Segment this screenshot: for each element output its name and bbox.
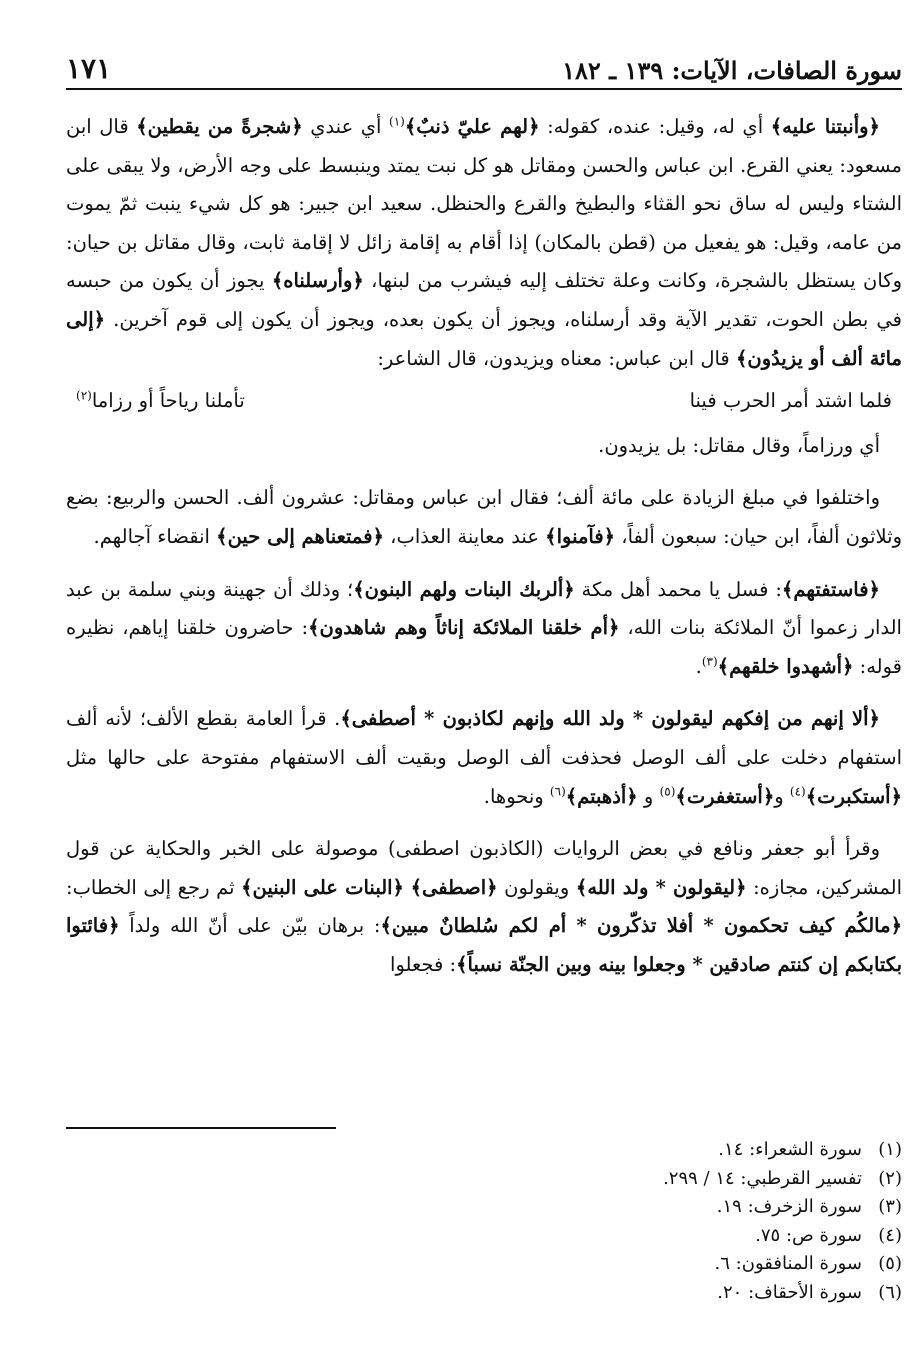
verse-second-hemistich <box>76 382 245 421</box>
footnote-text: تفسير القرطبي: ١٤ / ٢٩٩. <box>663 1167 862 1189</box>
quran-quote: ﴿لهم عليّ ذنبٌ﴾ <box>404 115 540 138</box>
paragraph <box>66 830 902 984</box>
text-run: . قرأ العامة بقطع الألف؛ لأنه ألف استفهام دخلت على ألف الوصل فحذفت ألف الوصل وبقيت ألف الاستفهام مفتوحة على حالها مثل <box>66 707 902 769</box>
text-run: انقضاء آجالهم. <box>93 524 217 548</box>
quran-quote: ﴿وأنبتنا عليه﴾ <box>770 115 880 138</box>
running-title: سورة الصافات، الآيات: ١٣٩ ـ ١٨٢ <box>562 56 902 85</box>
text-run: أي عندي <box>302 115 390 138</box>
quran-quote: ﴿فآمنوا﴾ <box>545 524 616 548</box>
text-run: يجوز أن يكون من حبسه في بطن الحوت، تقدير الآية وقد أرسلناه، ويجوز أن يكون بعده، ويجوز أن يكون إلى قوم آخرين. <box>66 269 902 331</box>
footnote-number: (٦) <box>878 1281 902 1303</box>
footnote-number: (٤) <box>878 1224 902 1246</box>
footnote-number: (٣) <box>878 1196 902 1217</box>
page-number: ١٧١ <box>66 52 112 85</box>
paragraph <box>66 479 902 556</box>
text-run: واختلفوا في مبلغ الزيادة على مائة ألف؛ فقال ابن عباس ومقاتل: عشرون ألف. الحسن والربيع: بضع وثلاثون ألفاً، ابن حيان: سبعون ألفاً، <box>66 486 902 548</box>
footnote-text: سورة المنافقون: ٦. <box>714 1253 862 1274</box>
quran-quote: ﴿إلى مائة ألف أو يزيدُون﴾ <box>66 307 902 370</box>
text-run: . <box>695 654 702 678</box>
poetry-verse <box>66 382 902 421</box>
quran-quote: ﴿أستكبرت﴾ <box>805 784 902 808</box>
quran-quote: ﴿فمتعناهم إلى حين﴾ <box>216 524 384 548</box>
footnote-item <box>66 1250 902 1279</box>
text-run: وقرأ أبو جعفر ونافع في بعض الروايات (الكاذبون اصطفى) موصولة على الخبر والحكاية عن قول المشركين، مجازه: <box>66 837 902 899</box>
text-run: : برهان بيّن على أنّ الله ولداً <box>119 914 381 938</box>
footnote-text: سورة ص: ٧٥. <box>755 1224 862 1246</box>
footnotes <box>66 1136 902 1307</box>
text-run: : فجعلوا <box>390 952 457 976</box>
text-run: ثم رجع إلى الخطاب: <box>66 875 242 899</box>
footnote-separator <box>66 1127 336 1129</box>
footnote-marker: (٦) <box>549 784 566 798</box>
text-run: أي له، وقيل: عنده، كقوله: <box>539 115 771 138</box>
quran-quote: ﴿ألربك البنات ولهم البنون﴾ <box>353 577 575 601</box>
book-page <box>66 52 902 1362</box>
text-run: ويقولون <box>497 875 576 899</box>
quran-quote: ﴿شجرةً من يقطين﴾ <box>136 115 303 138</box>
footnote-item <box>66 1165 902 1194</box>
text-run: قال ابن عباس: معناه ويزيدون، قال الشاعر: <box>377 346 736 370</box>
quran-quote: ﴿البنات على البنين﴾ <box>241 875 404 899</box>
main-text <box>66 108 902 984</box>
text-run: : حاضرون خلقنا إياهم، نظيره قوله: <box>66 616 902 678</box>
paragraph: أي ورزاماً، وقال مقاتل: بل يزيدون. <box>598 433 880 457</box>
quran-quote: ﴿مالكُم كيف تحكمون * أفلا تذكّرون * أم لكم سُلطانٌ مبين﴾ <box>380 914 902 938</box>
footnote-text: سورة الأحقاف: ٢٠. <box>717 1281 862 1303</box>
footnote-number: (١) <box>878 1139 902 1160</box>
text-run: عند معاينة العذاب، <box>383 524 546 548</box>
text-run <box>404 876 411 899</box>
footnote-marker: (٤) <box>789 784 806 798</box>
footnote-marker: (٣) <box>701 654 718 669</box>
verse-first-hemistich: فلما اشتد أمر الحرب فينا <box>689 389 892 413</box>
footnote-item <box>66 1193 902 1222</box>
quran-quote: ﴿اصطفى﴾ <box>410 875 498 899</box>
quran-quote: ﴿وأرسلناه﴾ <box>271 269 364 293</box>
text-run: ونحوها. <box>483 784 550 808</box>
text-run: قال ابن مسعود: يعني القرع. ابن عباس والحسن ومقاتل هو كل نبت يمتد وينبسط على وجه الأرض، ولا يبقى على الشتاء وليس له ساق نحو القثاء والبطيخ والقرع والحنظل. سعيد ابن جبير: هو كل شيء ينبت ثمّ يموت من عامه، وقيل: هو يفعيل من (قطن بالمكان) إذا أقام به إقامة زائل لا إقامة ثابت، وقال مقاتل بن حيان: وكان يستظل بالشجرة، وكانت وعلة تختلف إليه فيشرب من لبنها، <box>66 115 902 293</box>
footnote-marker: (٥) <box>659 784 676 798</box>
text-run: ؛ وذلك أن جهينة وبني سلمة بن عبد الدار زعموا أنّ الملائكة بنات الله، <box>66 577 902 640</box>
footnote-item <box>66 1279 902 1308</box>
page-header <box>66 52 902 90</box>
text-run: : فسل يا محمد أهل مكة <box>574 577 782 601</box>
paragraph <box>66 108 902 378</box>
verse-second-text: تأملنا رياحاً أو رزاما <box>91 389 245 413</box>
paragraph <box>66 571 902 687</box>
footnote-item <box>66 1136 902 1165</box>
quran-quote: ﴿فاستفتهم﴾ <box>781 577 880 601</box>
footnote-text: سورة الشعراء: ١٤. <box>718 1139 862 1160</box>
text-run: و <box>637 784 660 808</box>
footnote-marker: (٢) <box>76 388 92 403</box>
paragraph <box>66 700 902 816</box>
footnote-number: (٥) <box>878 1253 902 1274</box>
quran-quote: ﴿فائتوا بكتابكم إن كنتم صادقين * وجعلوا بينه وبين الجنّة نسباً﴾ <box>66 914 902 976</box>
quran-quote: ﴿ليقولون * ولد الله﴾ <box>575 875 747 899</box>
quran-quote: ﴿أذهبتم﴾ <box>565 784 638 808</box>
footnote-item <box>66 1222 902 1251</box>
quran-quote: ﴿ألا إنهم من إفكهم ليقولون * ولد الله وإنهم لكاذبون * أصطفى﴾ <box>340 707 880 731</box>
text-run: و <box>774 784 790 808</box>
footnote-marker: (١) <box>389 114 405 129</box>
quran-quote: ﴿أشهدوا خلقهم﴾ <box>717 654 854 678</box>
footnote-number: (٢) <box>878 1167 902 1189</box>
quran-quote: ﴿أستغفرت﴾ <box>675 784 775 808</box>
footnote-text: سورة الزخرف: ١٩. <box>716 1196 862 1217</box>
quran-quote: ﴿أم خلقنا الملائكة إناثاً وهم شاهدون﴾ <box>308 616 620 640</box>
